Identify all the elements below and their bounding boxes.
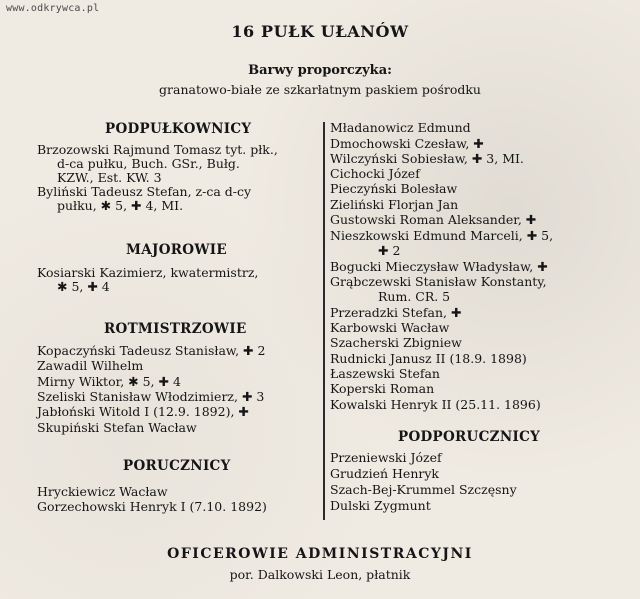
list-item: Grąbczewski Stanisław Konstanty, [330, 274, 547, 289]
list-item: Jabłoński Witold I (12.9. 1892), ✚ [37, 404, 249, 419]
list-item: Hryckiewicz Wacław [37, 484, 168, 499]
list-item: Łaszewski Stefan [330, 366, 440, 381]
list-item: ✱ 5, ✚ 4 [57, 279, 110, 294]
list-item: Karbowski Wacław [330, 320, 450, 335]
page-title: 16 PUŁK UŁANÓW [231, 22, 409, 41]
section-podpulkownicy: PODPUŁKOWNICY [105, 121, 252, 137]
section-porucznicy: PORUCZNICY [123, 458, 231, 474]
list-item: Pieczyński Bolesław [330, 181, 458, 196]
list-item: Przeradzki Stefan, ✚ [330, 305, 462, 320]
list-item: Zawadil Wilhelm [37, 358, 144, 373]
list-item: Gustowski Roman Aleksander, ✚ [330, 212, 537, 227]
list-item: Kopaczyński Tadeusz Stanisław, ✚ 2 [37, 343, 266, 358]
list-item: Nieszkowski Edmund Marceli, ✚ 5, [330, 228, 554, 243]
list-item: Grudzień Henryk [330, 466, 439, 481]
list-item: Kowalski Henryk II (25.11. 1896) [330, 397, 541, 412]
column-divider [323, 122, 325, 520]
list-item: Przeniewski Józef [330, 450, 442, 465]
list-item: Zieliński Florjan Jan [330, 197, 459, 212]
list-item: Koperski Roman [330, 381, 435, 396]
list-item: Mirny Wiktor, ✱ 5, ✚ 4 [37, 374, 181, 389]
list-item: Dulski Zygmunt [330, 498, 431, 513]
list-item: d-ca pułku, Buch. GSr., Bułg. [57, 156, 240, 171]
section-rotmistrzowie: ROTMISTRZOWIE [104, 321, 247, 337]
list-item: Byliński Tadeusz Stefan, z-ca d-cy [37, 184, 252, 199]
section-majorowie: MAJOROWIE [126, 242, 228, 258]
list-item: Mładanowicz Edmund [330, 120, 471, 135]
list-item: Dmochowski Czesław, ✚ [330, 136, 484, 151]
list-item: Gorzechowski Henryk I (7.10. 1892) [37, 499, 267, 514]
list-item: Rudnicki Janusz II (18.9. 1898) [330, 351, 527, 366]
list-item: Skupiński Stefan Wacław [37, 420, 197, 435]
list-item: Kosiarski Kazimierz, kwatermistrz, [37, 265, 259, 280]
list-item: Szeliski Stanisław Włodzimierz, ✚ 3 [37, 389, 265, 404]
footer-title: OFICEROWIE ADMINISTRACYJNI [167, 546, 473, 562]
list-item: Wilczyński Sobiesław, ✚ 3, MI. [330, 151, 524, 166]
section-podporucznicy: PODPORUCZNICY [398, 429, 541, 445]
list-item: Bogucki Mieczysław Władysław, ✚ [330, 259, 548, 274]
footer-line: por. Dalkowski Leon, płatnik [229, 567, 411, 582]
list-item: ✚ 2 [378, 243, 401, 258]
list-item: KZW., Est. KW. 3 [57, 170, 162, 185]
list-item: Cichocki Józef [330, 166, 420, 181]
list-item: Szach-Bej-Krummel Szczęsny [330, 482, 517, 497]
watermark: www.odkrywca.pl [6, 3, 100, 14]
list-item: Rum. CR. 5 [378, 289, 451, 304]
colors-description: granatowo-białe ze szkarłatnym paskiem pośrodku [159, 82, 481, 97]
list-item: pułku, ✱ 5, ✚ 4, MI. [57, 198, 184, 213]
list-item: Szacherski Zbigniew [330, 335, 462, 350]
colors-heading: Barwy proporczyka: [248, 63, 392, 78]
list-item: Brzozowski Rajmund Tomasz tyt. płk., [37, 142, 278, 157]
